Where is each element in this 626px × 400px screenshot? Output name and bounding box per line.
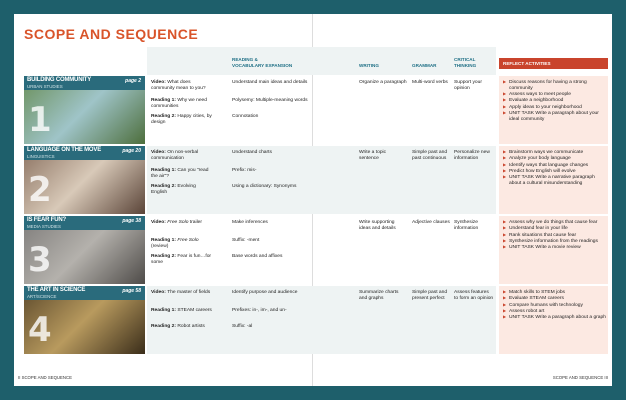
reflect-item: ▶ Assess why we do things that cause fear (503, 220, 606, 226)
reading-item (151, 168, 213, 180)
reading-text: trailer (188, 220, 203, 225)
reading-prefix: Reading 2: (151, 184, 178, 189)
reflect-column (499, 216, 608, 284)
reflect-item: ▶ UNIT TASK Write a paragraph about your ideal community (503, 111, 606, 122)
unit-page: page 58 (122, 288, 141, 294)
reading-item (151, 98, 213, 110)
unit-photo (24, 216, 145, 284)
unit-number: 4 (28, 310, 52, 350)
unit-subject: ART/SCIENCE (27, 294, 57, 299)
reflect-item: ▶ Apply ideas to your neighborhood (503, 105, 606, 111)
reading-text: What does community mean to you? (151, 80, 206, 91)
reading-text: Robot artists (177, 324, 205, 329)
unit-name: THE ART IN SCIENCE (27, 287, 86, 293)
reflect-item: ▶ Brainstorm ways we communicate (503, 150, 606, 156)
reflect-item: ▶ UNIT TASK Write a narrative paragraph about a cultural misunderstanding (503, 175, 606, 186)
writing-skill: Write supporting ideas and details (359, 220, 396, 231)
reading-prefix: Reading 1: (151, 98, 178, 103)
page (14, 14, 612, 386)
scope-table (24, 47, 608, 350)
reading-prefix: Reading 1: (151, 238, 178, 243)
vocab-item: Make inferences (232, 220, 268, 225)
unit-photo (24, 76, 145, 144)
unit-photo (24, 286, 145, 354)
header-writing: WRITING (359, 63, 379, 68)
reading-item (151, 114, 213, 126)
reading-item (151, 308, 213, 314)
critical-skill: Assess features to form an opinion (454, 290, 494, 301)
reading-text: Fear is fun…for some (151, 254, 212, 265)
unit-number: 1 (28, 100, 52, 140)
vocab-item: Suffix: -ment (232, 238, 260, 243)
reading-prefix: Video: (151, 290, 168, 295)
reflect-item: ▶ UNIT TASK Write a movie review (503, 245, 606, 251)
page-title: SCOPE AND SEQUENCE (24, 26, 199, 42)
reading-prefix: Reading 2: (151, 324, 178, 329)
grammar-skill: Multi-word verbs (412, 80, 448, 85)
unit-number: 3 (28, 240, 52, 280)
reflect-item: ▶ Analyze your body language (503, 156, 606, 162)
unit-row (24, 286, 608, 354)
unit-number: 2 (28, 170, 52, 210)
vocab-item: Identify purpose and audience (232, 290, 298, 295)
vocab-item: Using a dictionary: Synonyms (232, 184, 297, 189)
unit-subject: URBAN STUDIES (27, 84, 63, 89)
reflect-column (499, 76, 608, 144)
writing-skill: Organize a paragraph (359, 80, 407, 85)
reflect-item: ▶ Rank situations that cause fear (503, 233, 606, 239)
unit-subject: LINGUISTICS (27, 154, 55, 159)
reading-prefix: Reading 1: (151, 168, 178, 173)
reflect-item: ▶ Discuss reasons for having a strong community (503, 80, 606, 91)
grammar-skill: Simple past and past continuous (412, 150, 448, 161)
reading-prefix: Video: (151, 150, 168, 155)
footer-left: II SCOPE AND SEQUENCE (18, 375, 72, 380)
vocab-item: Understand main ideas and details (232, 80, 308, 85)
reading-title: Free Solo (167, 220, 189, 225)
reading-item (151, 324, 213, 330)
reflect-item: ▶ Predict how English will evolve (503, 169, 606, 175)
unit-content (147, 216, 496, 284)
grammar-skill: Adjective clauses (412, 220, 450, 225)
reading-title: Free Solo (177, 238, 199, 243)
grammar-skill: Simple past and present perfect (412, 290, 448, 301)
reading-item (151, 184, 213, 196)
unit-page: page 2 (125, 78, 141, 84)
vocab-item: Prefix: mis- (232, 168, 257, 173)
reading-item (151, 150, 213, 162)
vocab-item: Understand charts (232, 150, 272, 155)
footer-right: SCOPE AND SEQUENCE III (552, 375, 608, 380)
reflect-item: ▶ Synthesize information from the readings (503, 239, 606, 245)
unit-name: LANGUAGE ON THE MOVE (27, 147, 102, 153)
reflect-item: ▶ Understand fear in your life (503, 226, 606, 232)
unit-subject: MEDIA STUDIES (27, 224, 61, 229)
reading-text: STEAM careers (177, 308, 212, 313)
reflect-item: ▶ Compare humans with technology (503, 303, 606, 309)
reading-text: (review) (151, 243, 169, 249)
critical-skill: Synthesize information (454, 220, 479, 231)
reading-item (151, 238, 213, 250)
unit-page: page 38 (122, 218, 141, 224)
header-reflect: REFLECT ACTIVITIES (499, 58, 608, 69)
reading-item (151, 80, 213, 92)
vocab-item: Connotation (232, 114, 259, 119)
unit-content (147, 76, 496, 144)
reading-prefix: Video: (151, 80, 168, 85)
reflect-column (499, 146, 608, 214)
header-grammar: GRAMMAR (412, 63, 437, 68)
unit-name: BUILDING COMMUNITY (27, 77, 92, 83)
reflect-column (499, 286, 608, 354)
reflect-item: ▶ Identify ways that language changes (503, 163, 606, 169)
unit-content (147, 286, 496, 354)
unit-row (24, 146, 608, 214)
reflect-item: ▶ Evaluate STEAM careers (503, 296, 606, 302)
reading-item (151, 254, 213, 266)
reflect-item: ▶ UNIT TASK Write a paragraph about a graph (503, 315, 606, 321)
reading-item (151, 290, 213, 296)
vocab-item: Base words and affixes (232, 254, 283, 259)
unit-name: IS FEAR FUN? (27, 217, 66, 223)
unit-row (24, 76, 608, 144)
writing-skill: Write a topic sentence (359, 150, 387, 161)
unit-content (147, 146, 496, 214)
unit-row (24, 216, 608, 284)
reading-prefix: Reading 1: (151, 308, 178, 313)
header-critical: CRITICAL THINKING (454, 57, 477, 68)
reading-prefix: Video: (151, 220, 168, 225)
reading-prefix: Reading 2: (151, 254, 178, 259)
reading-text: On non-verbal communication (151, 150, 199, 161)
reflect-item: ▶ Assess ways to meet people (503, 92, 606, 98)
reflect-item: ▶ Assess robot art (503, 309, 606, 315)
unit-photo (24, 146, 145, 214)
writing-skill: Summarize charts and graphs (359, 290, 399, 301)
critical-skill: Support your opinion (454, 80, 483, 91)
vocab-item: Suffix: -al (232, 324, 253, 329)
unit-page: page 20 (122, 148, 141, 154)
reading-text: Why we need communities (151, 98, 207, 109)
critical-skill: Personalize new information (454, 150, 490, 161)
reading-text: Can you "read the air"? (151, 168, 209, 179)
reading-prefix: Reading 2: (151, 114, 178, 119)
reflect-item: ▶ Match skills to STEM jobs (503, 290, 606, 296)
vocab-item: Prefixes: in-, im-, and un- (232, 308, 287, 313)
reading-item (151, 220, 213, 226)
reading-text: Happy cities, by design (151, 114, 212, 125)
header-reading: READING & VOCABULARY EXPANSION (232, 57, 293, 68)
reading-text: The master of fields (167, 290, 211, 295)
reflect-item: ▶ Evaluate a neighborhood (503, 98, 606, 104)
reading-text: Evolving English (151, 184, 196, 195)
vocab-item: Polysemy: Multiple-meaning words (232, 98, 308, 103)
table-header (24, 47, 608, 75)
